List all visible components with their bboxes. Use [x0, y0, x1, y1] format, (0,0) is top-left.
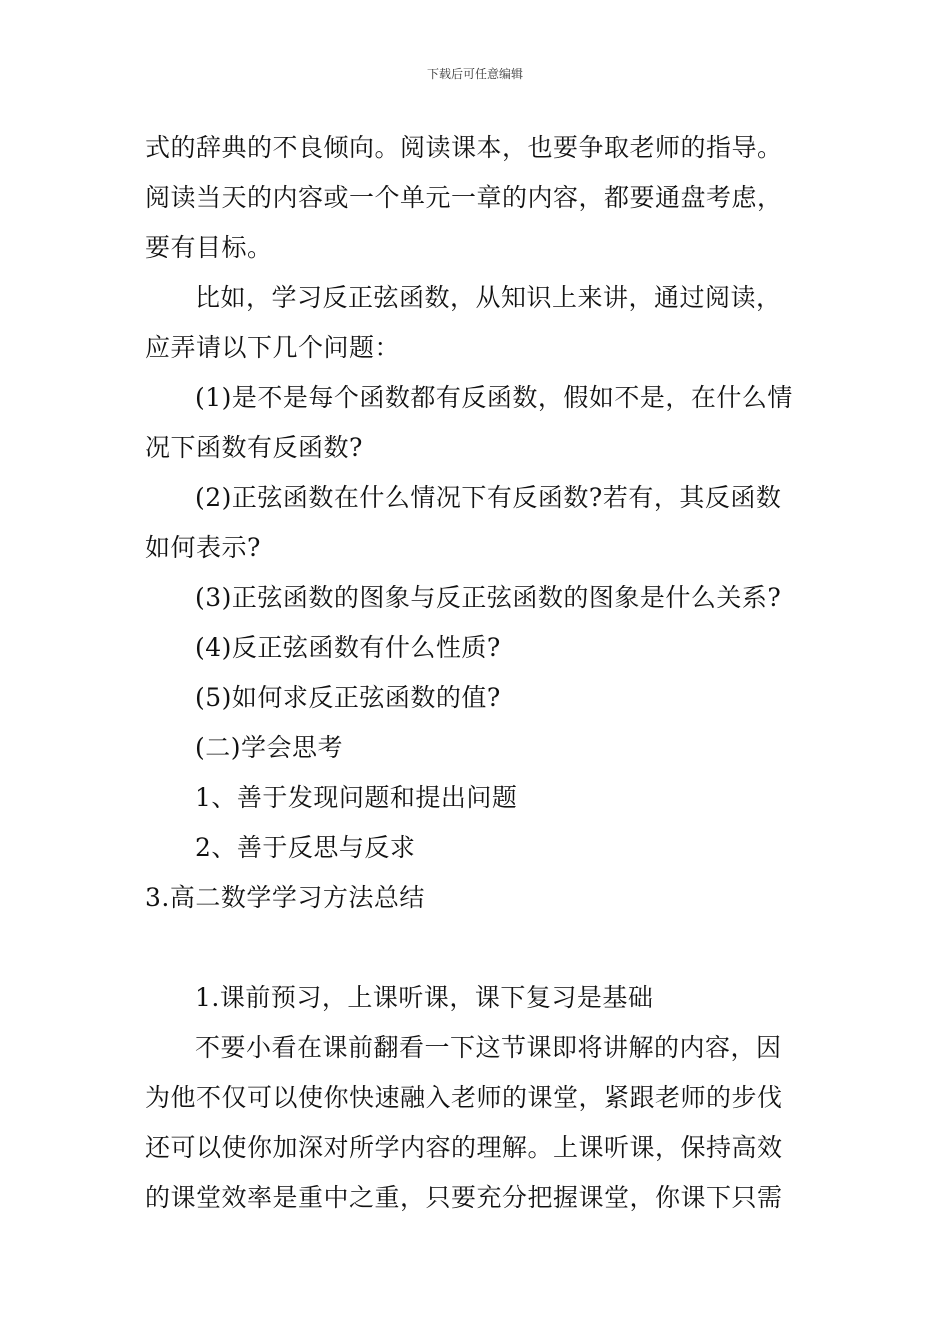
text-line: 为他不仅可以使你快速融入老师的课堂，紧跟老师的步伐 — [145, 1083, 783, 1112]
text-line: (3)正弦函数的图象与反正弦函数的图象是什么关系? — [195, 583, 782, 612]
text-line: 式的辞典的不良倾向。阅读课本，也要争取老师的指导。 — [145, 133, 783, 162]
text-line: 阅读当天的内容或一个单元一章的内容，都要通盘考虑， — [145, 183, 783, 212]
text-line: 应弄请以下几个问题： — [145, 333, 401, 362]
text-line: 的课堂效率是重中之重，只要充分把握课堂，你课下只需 — [145, 1183, 783, 1212]
text-line: 比如，学习反正弦函数，从知识上来讲，通过阅读， — [195, 283, 782, 312]
page-header: 下载后可任意编辑 — [426, 67, 523, 81]
text-line: (2)正弦函数在什么情况下有反函数?若有，其反函数 — [195, 483, 782, 512]
text-line: 要有目标。 — [145, 233, 273, 262]
text-line: 还可以使你加深对所学内容的理解。上课听课，保持高效 — [145, 1133, 783, 1162]
text-line: 况下函数有反函数? — [145, 433, 363, 462]
text-line: (5)如何求反正弦函数的值? — [195, 683, 501, 712]
text-line: 不要小看在课前翻看一下这节课即将讲解的内容，因 — [195, 1033, 782, 1062]
text-line: (二)学会思考 — [195, 733, 344, 762]
section-heading: 3.高二数学学习方法总结 — [145, 883, 425, 912]
text-line: 1、善于发现问题和提出问题 — [195, 783, 518, 812]
text-line: 2、善于反思与反求 — [195, 833, 416, 862]
text-line: (4)反正弦函数有什么性质? — [195, 633, 501, 662]
text-line: 如何表示? — [145, 533, 261, 562]
text-line: 1.课前预习，上课听课，课下复习是基础 — [195, 983, 654, 1012]
text-line: (1)是不是每个函数都有反函数，假如不是，在什么情 — [195, 383, 793, 412]
